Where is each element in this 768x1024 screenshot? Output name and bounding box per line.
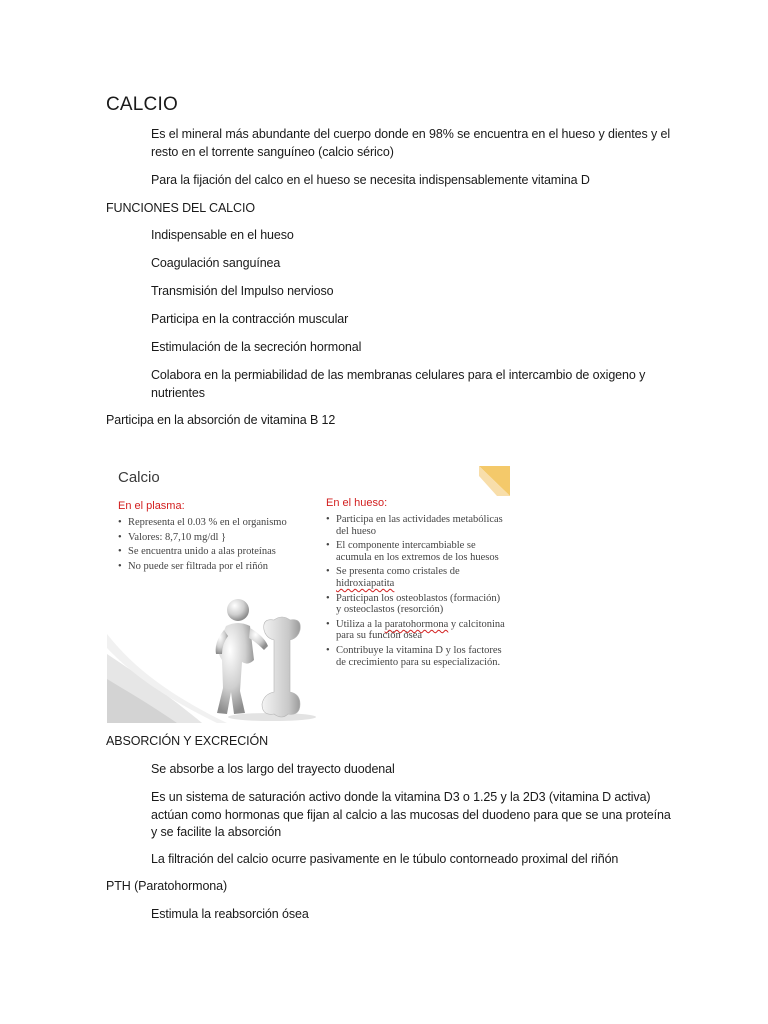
section-heading-funciones: FUNCIONES DEL CALCIO [106,201,255,215]
hidroxiapatita-term: hidroxiapatita [336,577,395,589]
hueso-item: • El componente intercambiable se acumula en los extremos de los huesos [326,540,508,563]
hueso-item: • Participa en las actividades metabólicas del hueso [326,514,508,537]
absorcion-item: Se absorbe a los largo del trayecto duodenal [151,762,395,776]
swoosh-decoration [107,634,227,723]
hueso-item [326,619,508,642]
funcion-item: Colabora en la permiabilidad de las membranas celulares para el intercambio de oxigeno y nutrientes [151,368,646,400]
intro-paragraph-2: Para la fijación del calco en el hueso se necesita indispensablemente vitamina D [151,173,590,187]
absorcion-item: Es un sistema de saturación activo donde la vitamina D3 o 1.25 y la 2D3 (vitamina D activa) actúan como hormonas que fijan al calcio a las mucosas del duodeno para que se una proteína y se facilite la absorción [151,790,671,839]
hueso-item-text: Se presenta como cristales de [336,566,460,578]
absorcion-item: La filtración del calcio ocurre pasivamente en le túbulo contorneado proximal del riñón [151,852,619,866]
hueso-item-text: Utiliza a la [336,618,385,630]
funcion-last-item: Participa en la absorción de vitamina B 12 [106,413,336,427]
hueso-item-text: y calcitonina para su función ósea [336,618,505,642]
funcion-item: Indispensable en el hueso [151,228,294,242]
calcio-slide [107,464,510,723]
intro-paragraph-1: Es el mineral más abundante del cuerpo donde en 98% se encuentra en el hueso y dientes y el resto en el torrente sanguíneo (calcio sérico) [151,127,671,159]
plasma-item: • Se encuentra unido a alas proteínas [118,546,328,558]
hueso-item [326,566,508,589]
hueso-list [326,514,508,671]
section-heading-absorcion: ABSORCIÓN Y EXCRECIÓN [106,734,269,748]
funcion-item: Coagulación sanguínea [151,256,281,270]
plasma-item: • Valores: 8,7,10 mg/dl } [118,532,328,544]
hueso-item: • Participan los osteoblastos (formación) y osteoclastos (resorción) [326,593,508,616]
plasma-item: • No puede ser filtrada por el riñón [118,561,328,573]
hueso-item: • Contribuye la vitamina D y los factores de crecimiento para su especialización. [326,645,508,668]
slide-heading-hueso: En el hueso: [326,497,388,509]
funcion-item: Transmisión del Impulso nervioso [151,284,334,298]
plasma-item: • Representa el 0.03 % en el organismo [118,517,328,529]
page-title: CALCIO [106,94,178,115]
paratohormona-term: paratohormona [384,618,449,630]
funcion-item: Estimulación de la secreción hormonal [151,340,362,354]
folded-corner-decoration [479,466,510,496]
pth-item: Estimula la reabsorción ósea [151,907,309,921]
slide-heading-plasma: En el plasma: [118,500,185,512]
slide-title: Calcio [118,469,160,486]
section-heading-pth: PTH (Paratohormona) [106,879,228,893]
figure-with-bone-illustration [212,596,322,721]
funcion-item: Participa en la contracción muscular [151,312,349,326]
plasma-list [118,517,328,575]
